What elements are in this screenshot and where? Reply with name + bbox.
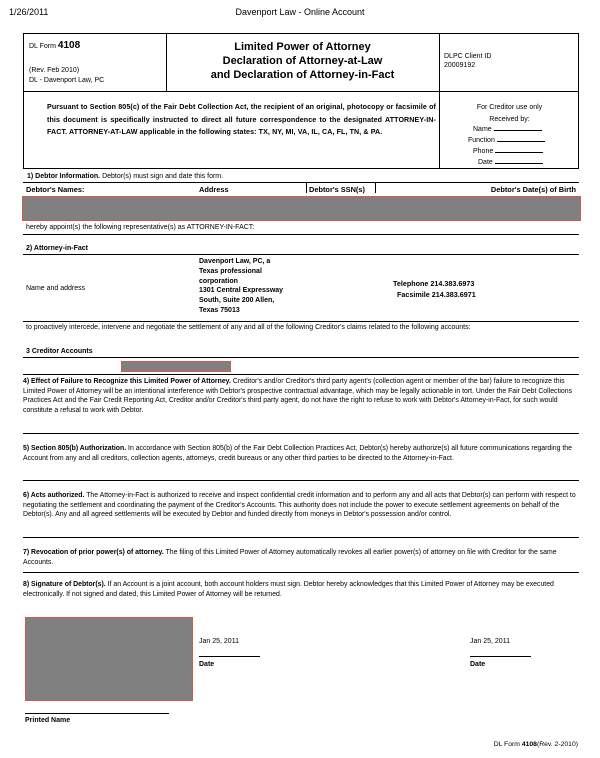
redacted-creditor-account xyxy=(121,361,231,372)
section4: 4) Effect of Failure to Recognize this Limited Power of Attorney. Creditor's and/or Creditor's third party agent's (collection agent or member of the bar) failure to recognize this Limited Power of Attorney will be an intentional interference with Debtor's prospective contractual advantage, which may be legally actionable in tort. Under the Fair Debt Collections Practices Act and the Fair Credit Reporting Act, Creditor and/or Creditor's third party agent, do not have the right to refuse to work with Debtor's Attorney-in-Fact, for such would constitute a refusal to work with Debtor. xyxy=(23,378,573,414)
section1-heading: 1) Debtor Information. Debtor(s) must sign and date this form. xyxy=(27,173,224,180)
creditor-date-field: Date xyxy=(478,158,543,167)
debtor-ssn-header: Debtor's SSN(s) xyxy=(309,185,365,194)
redacted-signature xyxy=(25,617,193,701)
document-title: Limited Power of Attorney Declaration of Attorney-at-Law and Declaration of Attorney-in-Fact xyxy=(210,41,395,81)
section6: 6) Acts authorized. The Attorney-in-Fact is authorized to receive and inspect confidential credit information and to perform any and all acts that Debtor(s) can perform with respect to negotiating the settlement and coordinating the payment of the Creditor's Accounts. This authority does not include the power to execute settlement agreements on behalf of the Debtor(s). Any and all agreed settlements will be executed by Debtor and funded directly from moneys in Debtor's possession and/or control. xyxy=(23,492,576,519)
section7: 7) Revocation of prior power(s) of attorney. The filing of this Limited Power of Attorney automatically revokes all earlier power(s) of attorney on file with Creditor for the same Accounts. xyxy=(23,549,557,566)
section3-heading: 3 Creditor Accounts xyxy=(26,348,93,355)
intercede-text: to proactively intercede, intervene and negotiate the settlement of any and all of the following Creditor's claims related to the following accounts: xyxy=(26,324,471,331)
debtor-dob-header: Debtor's Date(s) of Birth xyxy=(490,185,576,194)
debtor-address-header: Address xyxy=(199,185,229,194)
printed-name-label: Printed Name xyxy=(25,717,71,724)
section2-heading: 2) Attorney-in-Fact xyxy=(26,245,88,252)
attorney-facsimile: Facsimile 214.383.6971 xyxy=(397,290,476,299)
footer-form-number: DL Form 4108(Rev. 2-2010) xyxy=(493,741,578,748)
redacted-debtor-info xyxy=(22,196,581,221)
appoint-text: hereby appoint(s) the following representative(s) as ATTORNEY-IN-FACT: xyxy=(26,224,255,231)
creditor-function-field: Function xyxy=(468,136,545,145)
signature-date-label-2: Date xyxy=(470,661,486,668)
company-name: DL - Davenport Law, PC xyxy=(29,77,105,84)
client-id-value: 20009192 xyxy=(444,62,476,69)
received-by-label: Received by: xyxy=(489,116,530,123)
creditor-phone-field: Phone xyxy=(473,147,543,156)
signature-date-label-1: Date xyxy=(199,661,215,668)
signature-date-value-2: Jan 25, 2011 xyxy=(470,638,510,645)
section5: 5) Section 805(b) Authorization. In accordance with Section 805(b) of the Fair Debt Collection Practices Act, Debtor(s) hereby authorize(s) all future communications regarding the Account from any and all creditors, collection agents, attorneys, credit bureaus or any other third parties to be directed to the Attorney-in-Fact. xyxy=(23,445,572,462)
page-header-title: Davenport Law - Online Account xyxy=(235,7,365,17)
form-revision: (Rev. Feb 2010) xyxy=(29,67,80,74)
form-number: DL Form 4108 xyxy=(29,40,81,51)
attorney-name-label: Name and address xyxy=(26,285,86,292)
debtor-names-header: Debtor's Names: xyxy=(26,185,85,194)
creditor-use-title: For Creditor use only xyxy=(476,104,543,111)
client-id-label: DLPC Client ID xyxy=(444,53,492,60)
signature-date-value-1: Jan 25, 2011 xyxy=(199,638,239,645)
attorney-telephone: Telephone 214.383.6973 xyxy=(393,279,475,288)
creditor-use-box xyxy=(440,103,579,124)
creditor-name-field: Name xyxy=(473,125,542,134)
intro-text: Pursuant to Section 805(c) of the Fair Debt Collection Act, the recipient of an original, photocopy or facsimile of this document is specifically instructed to direct all future correspondence to the designated ATTORNEY-IN-FACT. ATTORNEY-AT-LAW applicable in the following states: TX, NY, MI, VA, IL, CA, FL, TN, & PA. xyxy=(47,103,436,137)
print-date: 1/26/2011 xyxy=(9,7,49,17)
attorney-address: Davenport Law, PC, a Texas professional corporation 1301 Central Expressway South, Suite 200 Allen, Texas 75013 xyxy=(199,258,284,314)
section8: 8) Signature of Debtor(s). If an Account is a joint account, both account holders must sign. Debtor hereby acknowledges that this Limited Power of Attorney may be executed electronically. If not signed and dated, this Limited Power of Attorney will be returned. xyxy=(23,581,554,598)
